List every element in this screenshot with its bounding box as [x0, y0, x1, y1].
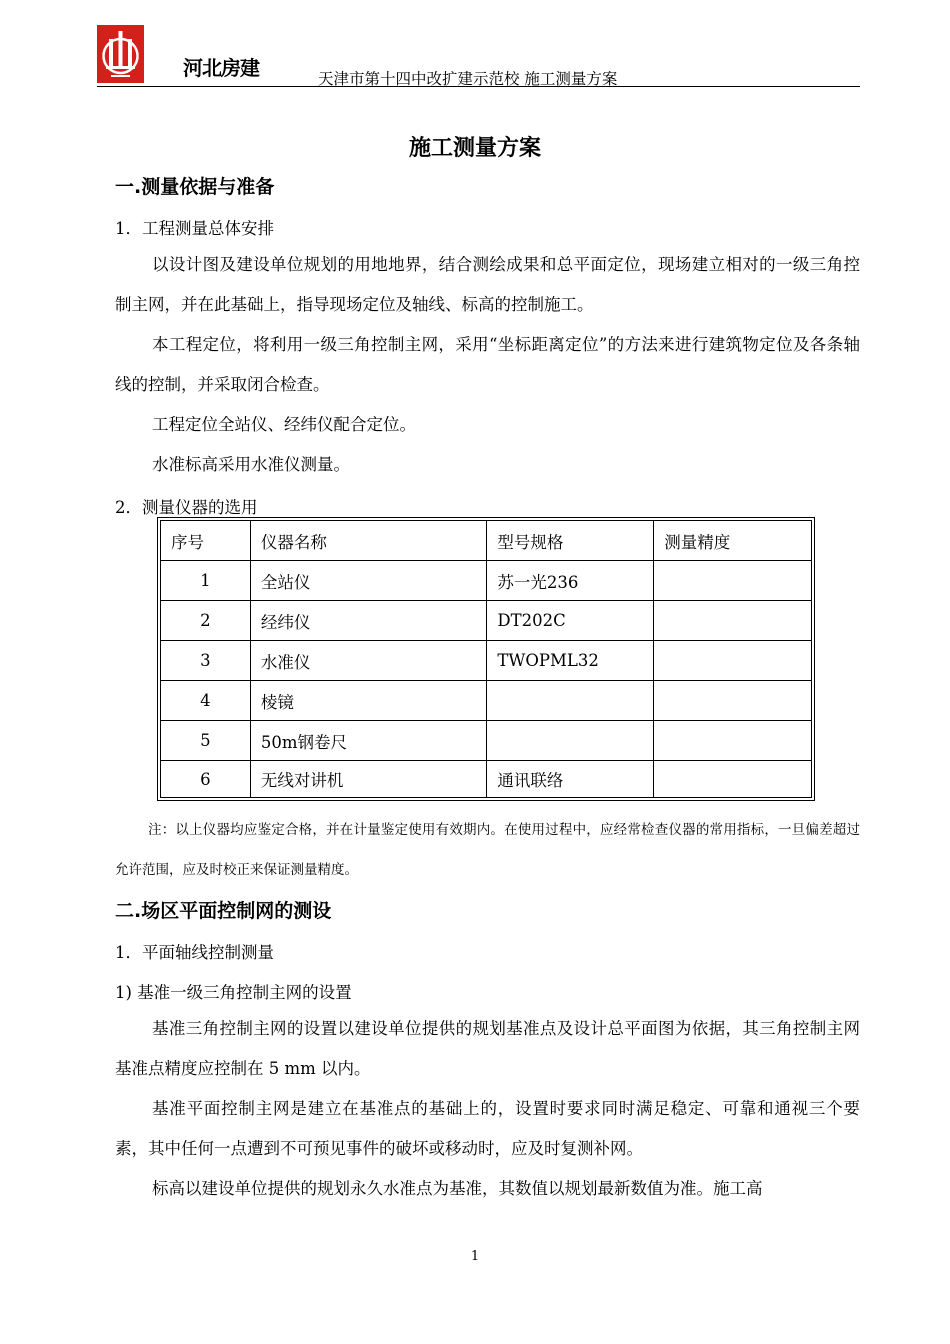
- paragraph: 基准平面控制主网是建立在基准点的基础上的，设置时要求同时满足稳定、可靠和通视三个要素，其中任何一点遭到不可预见事件的破坏或移动时，应及时复测补网。: [115, 1099, 860, 1158]
- company-name: 河北房建: [183, 56, 259, 80]
- table-cell: 棱镜: [250, 681, 487, 721]
- paragraph: 以设计图及建设单位规划的用地地界，结合测绘成果和总平面定位，现场建立相对的一级三角控制主网，并在此基础上，指导现场定位及轴线、标高的控制施工。: [115, 255, 860, 314]
- table-row: [161, 561, 812, 601]
- table-header-cell: 测量精度: [654, 521, 812, 561]
- section-2-1-heading: 1．平面轴线控制测量: [115, 943, 274, 962]
- paragraph: 水准标高采用水准仪测量。: [152, 455, 350, 474]
- table-row: [161, 761, 812, 798]
- table-cell: [654, 641, 812, 681]
- table-cell: [654, 681, 812, 721]
- table-row: [161, 681, 812, 721]
- table-cell: 全站仪: [250, 561, 487, 601]
- table-row: [161, 601, 812, 641]
- table-cell: 无线对讲机: [250, 761, 487, 798]
- instrument-table: [160, 520, 812, 798]
- section-2-1-1-heading: 1) 基准一级三角控制主网的设置: [115, 983, 352, 1002]
- header-title: 天津市第十四中改扩建示范校 施工测量方案: [318, 70, 618, 88]
- table-cell: TWOPML32: [487, 641, 654, 681]
- table-row: [161, 721, 812, 761]
- table-cell: [654, 721, 812, 761]
- table-cell: [487, 721, 654, 761]
- document-title: 施工测量方案: [408, 136, 541, 161]
- table-cell: 1: [161, 561, 251, 601]
- page-number: 1: [470, 1249, 480, 1264]
- section-1-1-heading: 1．工程测量总体安排: [115, 219, 274, 238]
- table-cell: 通讯联络: [487, 761, 654, 798]
- table-cell: 50m钢卷尺: [250, 721, 487, 761]
- table-cell: [654, 761, 812, 798]
- table-cell: 4: [161, 681, 251, 721]
- table-row: [161, 641, 812, 681]
- header-divider: [97, 86, 860, 87]
- paragraph: 本工程定位，将利用一级三角控制主网，采用“坐标距离定位”的方法来进行建筑物定位及各条轴线的控制，并采取闭合检查。: [115, 335, 860, 394]
- table-cell: DT202C: [487, 601, 654, 641]
- table-cell: [487, 681, 654, 721]
- table-cell: 6: [161, 761, 251, 798]
- paragraph: 标高以建设单位提供的规划永久水准点为基准，其数值以规划最新数值为准。施工高: [152, 1179, 763, 1198]
- table-cell: [654, 561, 812, 601]
- table-cell: [654, 601, 812, 641]
- section-2-heading: 二.场区平面控制网的测设: [115, 900, 332, 922]
- table-cell: 3: [161, 641, 251, 681]
- table-cell: 经纬仪: [250, 601, 487, 641]
- table-note: 注：以上仪器均应鉴定合格，并在计量鉴定使用有效期内。在使用过程中，应经常检查仪器的常用指标，一旦偏差超过允许范围，应及时校正来保证测量精度。: [115, 822, 860, 878]
- table-cell: 苏一光236: [487, 561, 654, 601]
- table-header-row: [161, 521, 812, 561]
- table-header-cell: 序号: [161, 521, 251, 561]
- section-1-heading: 一.测量依据与准备: [115, 176, 275, 198]
- table-cell: 5: [161, 721, 251, 761]
- table-header-cell: 仪器名称: [250, 521, 487, 561]
- table-cell: 2: [161, 601, 251, 641]
- paragraph: 基准三角控制主网的设置以建设单位提供的规划基准点及设计总平面图为依据，其三角控制主网基准点精度应控制在 5 mm 以内。: [115, 1019, 860, 1078]
- table-header-cell: 型号规格: [487, 521, 654, 561]
- company-logo: [97, 25, 144, 83]
- table-cell: 水准仪: [250, 641, 487, 681]
- paragraph: 工程定位全站仪、经纬仪配合定位。: [152, 415, 416, 434]
- section-1-2-heading: 2．测量仪器的选用: [115, 498, 258, 517]
